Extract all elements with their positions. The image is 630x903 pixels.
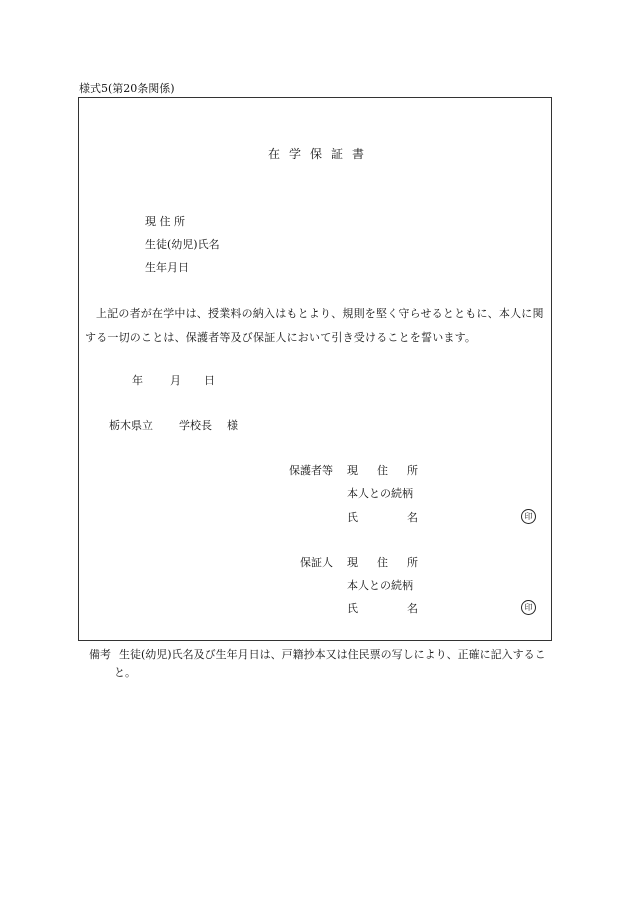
guardian-address-char: 現 <box>347 464 358 477</box>
guardian-seal-icon: 印 <box>521 509 536 524</box>
certificate-frame <box>78 97 552 641</box>
guardian-address-char: 住 <box>377 464 388 477</box>
guardian-role-label: 保護者等 <box>289 464 333 477</box>
guarantor-relation-label: 本人との続柄 <box>347 579 413 592</box>
student-name-label: 生徒(幼児)氏名 <box>145 238 220 251</box>
guarantor-address-char: 所 <box>407 556 418 569</box>
pledge-paragraph: 上記の者が在学中は、授業料の納入はもとより、規則を堅く守らせるとともに、本人に関する一切のことは、保護者等及び保証人において引き受けることを誓います。 <box>85 307 544 344</box>
addressee-principal: 学校長 <box>179 419 212 432</box>
guarantor-seal-icon: 印 <box>521 600 536 615</box>
remarks-text: 生徒(幼児)氏名及び生年月日は、戸籍抄本又は住民票の写しにより、正確に記入すること。 <box>114 648 546 679</box>
guardian-relation-label: 本人との続柄 <box>347 487 413 500</box>
addressee-honorific: 様 <box>227 419 238 432</box>
guarantor-address-char: 住 <box>377 556 388 569</box>
date-day-label: 日 <box>204 374 215 387</box>
guarantor-address-char: 現 <box>347 556 358 569</box>
addressee-prefix: 栃木県立 <box>109 419 153 432</box>
remarks-note <box>89 646 554 682</box>
guarantor-name-char: 名 <box>407 602 418 615</box>
guarantor-name-char: 氏 <box>347 602 358 615</box>
student-address-label: 現 住 所 <box>145 215 185 228</box>
form-number-label: 様式5(第20条関係) <box>79 82 175 95</box>
date-year-label: 年 <box>132 374 143 387</box>
date-month-label: 月 <box>170 374 181 387</box>
guardian-name-char: 氏 <box>347 511 358 524</box>
guardian-name-char: 名 <box>407 511 418 524</box>
document-title: 在学保証書 <box>267 147 373 161</box>
guarantor-role-label: 保証人 <box>300 556 333 569</box>
remarks-heading: 備考 <box>89 648 111 661</box>
student-birthdate-label: 生年月日 <box>145 261 189 274</box>
guardian-address-char: 所 <box>407 464 418 477</box>
